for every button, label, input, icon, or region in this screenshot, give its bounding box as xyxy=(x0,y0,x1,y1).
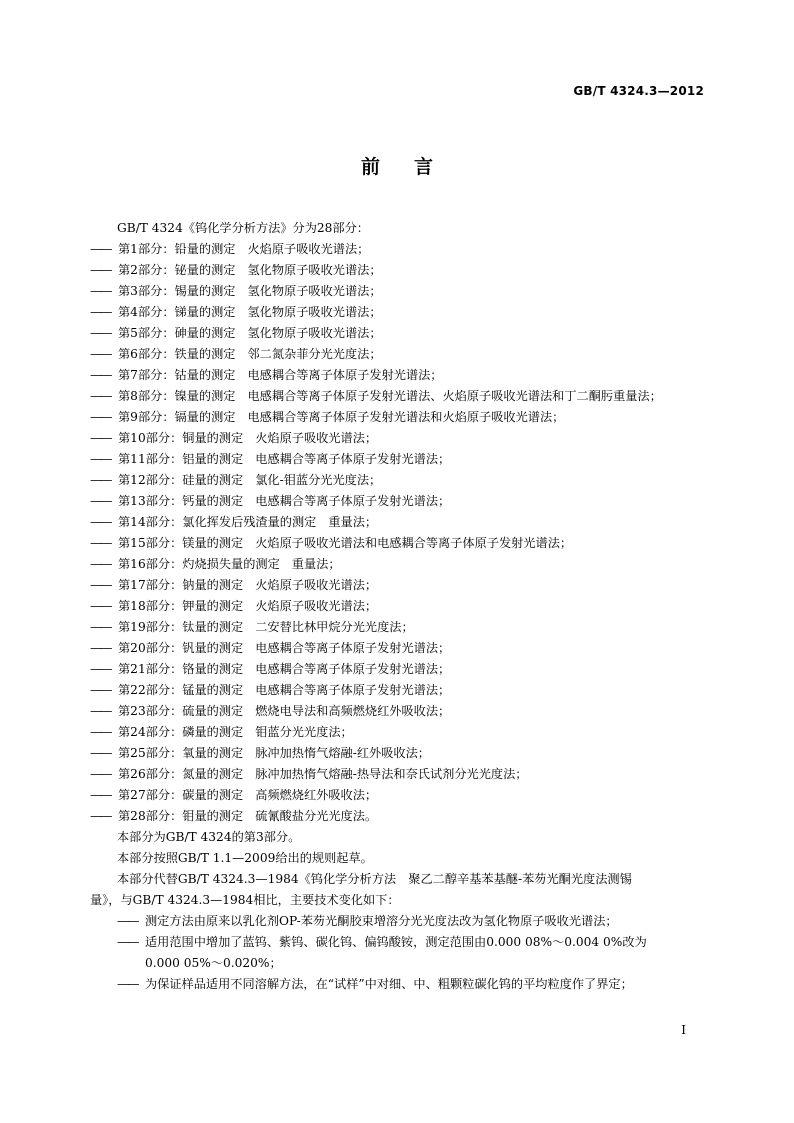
intro-paragraph: GB/T 4324《钨化学分析方法》分为28部分： xyxy=(117,221,369,235)
list-item: —— 第17部分：钠量的测定 火焰原子吸收光谱法； xyxy=(90,578,378,592)
list-item: —— 第8部分：镍量的测定 电感耦合等离子体原子发射光谱法、火焰原子吸收光谱法和丁二酮肟重量法； xyxy=(90,389,662,403)
list-item: —— 第3部分：锡量的测定 氢化物原子吸收光谱法； xyxy=(90,284,382,298)
list-item: —— 第4部分：锑量的测定 氢化物原子吸收光谱法； xyxy=(90,305,382,319)
list-item: —— 第10部分：铜量的测定 火焰原子吸收光谱法； xyxy=(90,431,378,445)
part-statement: 本部分为GB/T 4324的第3部分。 xyxy=(117,830,301,844)
list-item: —— 为保证样品适用不同溶解方法，在“试样”中对细、中、粗颗粒碳化钨的平均粒度作了界定； xyxy=(117,977,633,991)
list-item: —— 第23部分：硫量的测定 燃烧电导法和高频燃烧红外吸收法； xyxy=(90,704,451,718)
list-item: —— 第11部分：铝量的测定 电感耦合等离子体原子发射光谱法； xyxy=(90,452,451,466)
list-item: —— 第6部分：铁量的测定 邻二氮杂菲分光光度法； xyxy=(90,347,382,361)
list-item: —— 第16部分：灼烧损失量的测定 重量法； xyxy=(90,557,341,571)
document-body xyxy=(90,218,710,995)
list-item: —— 第25部分：氧量的测定 脉冲加热惰气熔融-红外吸收法； xyxy=(90,746,430,760)
drafting-rule-statement: 本部分按照GB/T 1.1—2009给出的规则起草。 xyxy=(117,851,373,865)
list-item: —— 第14部分：氯化挥发后残渣量的测定 重量法； xyxy=(90,515,378,529)
list-item: —— 第18部分：钾量的测定 火焰原子吸收光谱法； xyxy=(90,599,378,613)
list-item: —— 第22部分：锰量的测定 电感耦合等离子体原子发射光谱法； xyxy=(90,683,451,697)
list-item: —— 第12部分：硅量的测定 氯化-钼蓝分光光度法； xyxy=(90,473,382,487)
list-item: —— 第27部分：碳量的测定 高频燃烧红外吸收法； xyxy=(90,788,378,802)
list-item: —— 第28部分：钼量的测定 硫氰酸盐分光光度法。 xyxy=(90,809,378,823)
list-item: —— 第26部分：氮量的测定 脉冲加热惰气熔融-热导法和奈氏试剂分光光度法； xyxy=(90,767,528,781)
list-item: —— 测定方法由原来以乳化剂OP-苯芴光酮胶束增溶分光光度法改为氢化物原子吸收光谱法； xyxy=(117,914,618,928)
list-item: —— 第24部分：磷量的测定 钼蓝分光光度法； xyxy=(90,725,353,739)
list-item: —— 适用范围中增加了蓝钨、紫钨、碳化钨、偏钨酸铵，测定范围由0.000 08%～0.004 0%改为 xyxy=(117,935,647,949)
list-item: —— 第13部分：钙量的测定 电感耦合等离子体原子发射光谱法； xyxy=(90,494,451,508)
list-item: —— 第2部分：铋量的测定 氢化物原子吸收光谱法； xyxy=(90,263,382,277)
list-item: —— 第1部分：铅量的测定 火焰原子吸收光谱法； xyxy=(90,242,370,256)
list-item: —— 第15部分：镁量的测定 火焰原子吸收光谱法和电感耦合等离子体原子发射光谱法； xyxy=(90,536,573,550)
page-title: 前言 xyxy=(360,156,467,178)
changes-list xyxy=(90,911,710,995)
parts-list xyxy=(90,239,710,827)
replacement-statement-line2: 量》，与GB/T 4324.3—1984相比，主要技术变化如下： xyxy=(90,893,400,907)
list-item: —— 第21部分：铬量的测定 电感耦合等离子体原子发射光谱法； xyxy=(90,662,451,676)
list-item: —— 第19部分：钛量的测定 二安替比林甲烷分光光度法； xyxy=(90,620,414,634)
replacement-statement-line1: 本部分代替GB/T 4324.3—1984《钨化学分析方法 聚乙二醇辛基苯基醚-苯芴光酮光度法测锡 xyxy=(117,872,632,886)
list-item: —— 第7部分：钴量的测定 电感耦合等离子体原子发射光谱法； xyxy=(90,368,443,382)
list-item: —— 第20部分：钒量的测定 电感耦合等离子体原子发射光谱法； xyxy=(90,641,451,655)
standard-code: GB/T 4324.3—2012 xyxy=(573,84,704,98)
list-item-continuation: 0.000 05%～0.020%； xyxy=(145,956,282,970)
page-number: I xyxy=(681,1023,686,1037)
list-item: —— 第5部分：砷量的测定 氢化物原子吸收光谱法； xyxy=(90,326,382,340)
list-item: —— 第9部分：镉量的测定 电感耦合等离子体原子发射光谱法和火焰原子吸收光谱法； xyxy=(90,410,565,424)
